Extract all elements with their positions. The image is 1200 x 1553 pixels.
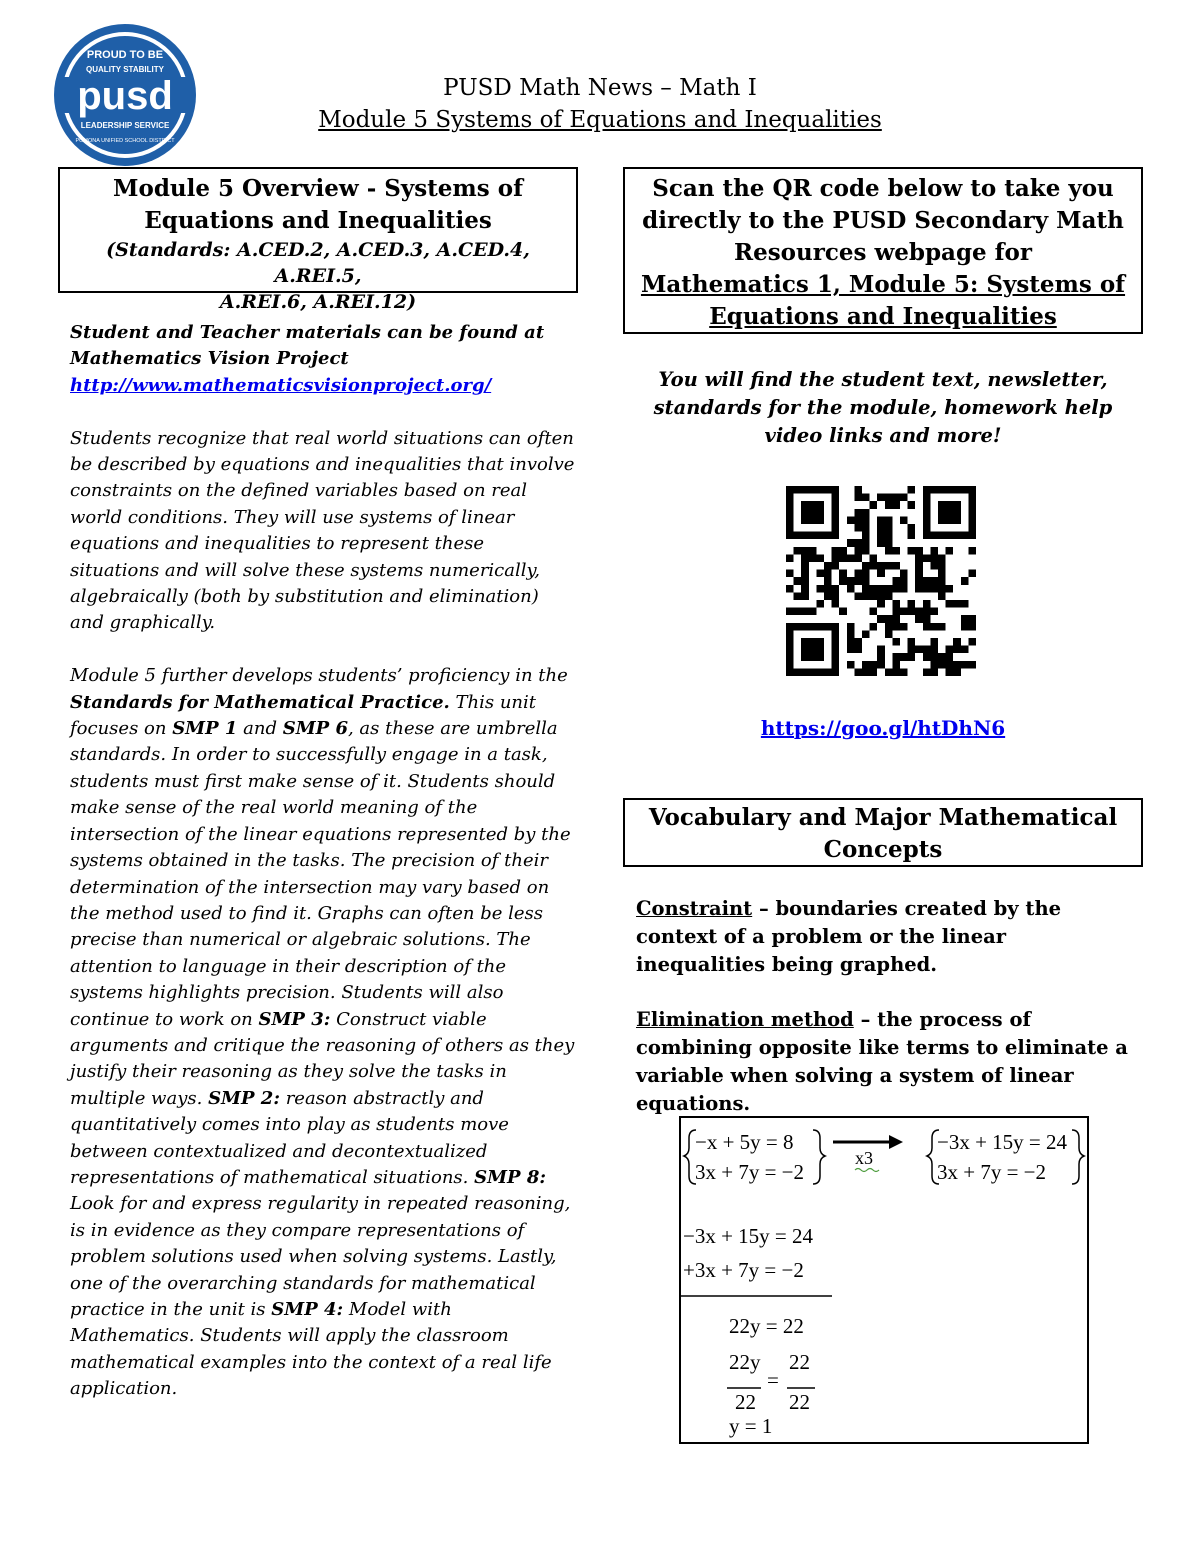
system1-eq2: 3x + 7y = −2 [695, 1160, 805, 1184]
logo-main-text: pusd [77, 74, 173, 118]
vocab-heading-box [623, 798, 1143, 867]
sum-eq2: +3x + 7y = −2 [683, 1258, 804, 1282]
solution: y = 1 [729, 1414, 773, 1438]
overview-text [70, 320, 575, 1429]
logo-ring-text: POMONA UNIFIED SCHOOL DISTRICT [75, 138, 175, 144]
overview-box [58, 167, 578, 313]
logo-arc-text: QUALITY STABILITY [86, 65, 164, 74]
vocab-definition: – the process of combining opposite like terms to eliminate a variable when solving a system of linear equations. [636, 1008, 1128, 1115]
overview-line1: Module 5 Overview - Systems of [113, 175, 523, 202]
qr-code-icon[interactable] [786, 486, 976, 676]
right-brace-icon [1072, 1130, 1084, 1184]
materials-line1: Student and Teacher materials can be found at [70, 322, 545, 343]
fraction-numerator: 22 [789, 1350, 810, 1374]
vocab-item-elimination [636, 1006, 1136, 1118]
system1-eq1: −x + 5y = 8 [695, 1130, 794, 1154]
equals-sign: = [767, 1368, 779, 1392]
standards-line2: A.REI.6, A.REI.12) [219, 291, 417, 313]
qr-line2: directly to the PUSD Secondary Math [642, 207, 1124, 234]
fraction-numerator: 22y [729, 1350, 761, 1374]
page-title [0, 72, 1200, 136]
qr-line1: Scan the QR code below to take you [652, 175, 1114, 202]
fraction-denominator: 22 [735, 1390, 756, 1414]
module-title: Module 5 Systems of Equations and Inequalities [318, 107, 882, 133]
qr-url [623, 716, 1143, 740]
qr-line5: Equations and Inequalities [709, 303, 1057, 330]
materials-paragraph [70, 320, 575, 399]
arrow-head-icon [889, 1135, 903, 1149]
overview-line2: Equations and Inequalities [144, 207, 492, 234]
standards-line1: (Standards: A.CED.2, A.CED.3, A.CED.4, A.REI.5, [106, 239, 530, 287]
vocab-heading-line1: Vocabulary and Major Mathematical [648, 804, 1118, 831]
sum-eq1: −3x + 15y = 24 [683, 1224, 814, 1248]
mvp-link[interactable]: http://www.mathematicsvisionproject.org/ [70, 374, 492, 396]
newsletter-title: PUSD Math News – Math I [443, 75, 757, 101]
qr-note: You will find the student text, newsletter, standards for the module, homework help video links and more! [653, 368, 1113, 447]
logo-bottom-text: LEADERSHIP SERVICE [80, 121, 170, 130]
vocab-term: Elimination method [636, 1008, 854, 1031]
fraction-denominator: 22 [789, 1390, 810, 1414]
qr-line3: Resources webpage for [733, 239, 1033, 266]
vocab-heading-line2: Concepts [823, 836, 943, 863]
result-eq: 22y = 22 [729, 1314, 804, 1338]
vocab-definition: – boundaries created by the context of a problem or the linear inequalities being graphed. [636, 897, 1062, 976]
system2-eq2: 3x + 7y = −2 [937, 1160, 1047, 1184]
multiply-label: x3 [855, 1148, 873, 1168]
qr-heading-box [623, 167, 1143, 334]
qr-line4: Mathematics 1, Module 5: Systems of [640, 271, 1126, 298]
qr-url-link[interactable]: https://goo.gl/htDhN6 [760, 716, 1006, 740]
overview-paragraph-2: Module 5 further develops students’ proficiency in the Standards for Mathematical Practice. This unit focuses on SMP 1 and SMP 6, as these are umbrella standards. In order to successfully engage in a task, students must first make sense of it. Students should make sense of the real world meaning of the intersection of the linear equations represented by the systems obtained in the tasks. The precision of their determination of the intersection may vary based on the method used to find it. Graphs can often be less precise than numerical or algebraic solutions. The attention to language in their description of the systems highlights precision. Students will also continue to work on SMP 3: Construct viable arguments and critique the reasoning of others as they justify their reasoning as they solve the tasks in multiple ways. SMP 2: reason abstractly and quantitatively comes into play as students move between contextualized and decontextualized representations of mathematical situations. SMP 8: Look for and express regularity in repeated reasoning, is in evidence as they compare representations of problem solutions used when solving systems. Lastly, one of the overarching standards for mathematical practice in the unit is SMP 4: Model with Mathematics. Students will apply the classroom mathematical examples into the context of a real life application. [70, 665, 575, 1400]
right-brace-icon [813, 1130, 825, 1184]
system2-eq1: −3x + 15y = 24 [937, 1130, 1068, 1154]
materials-line2: Mathematics Vision Project [70, 348, 349, 370]
vocab-item-constraint [636, 895, 1136, 979]
elimination-example [679, 1116, 1089, 1444]
overview-paragraph-1: Students recognize that real world situations can often be described by equations and inequalities that involve constraints on the defined variables based on real world conditions. They will use systems of linear equations and inequalities to represent these situations and will solve these systems numerically, algebraically (both by substitution and elimination) and graphically. [70, 427, 575, 634]
logo-top-text: PROUD TO BE [86, 49, 164, 61]
vocab-term: Constraint [636, 897, 753, 920]
